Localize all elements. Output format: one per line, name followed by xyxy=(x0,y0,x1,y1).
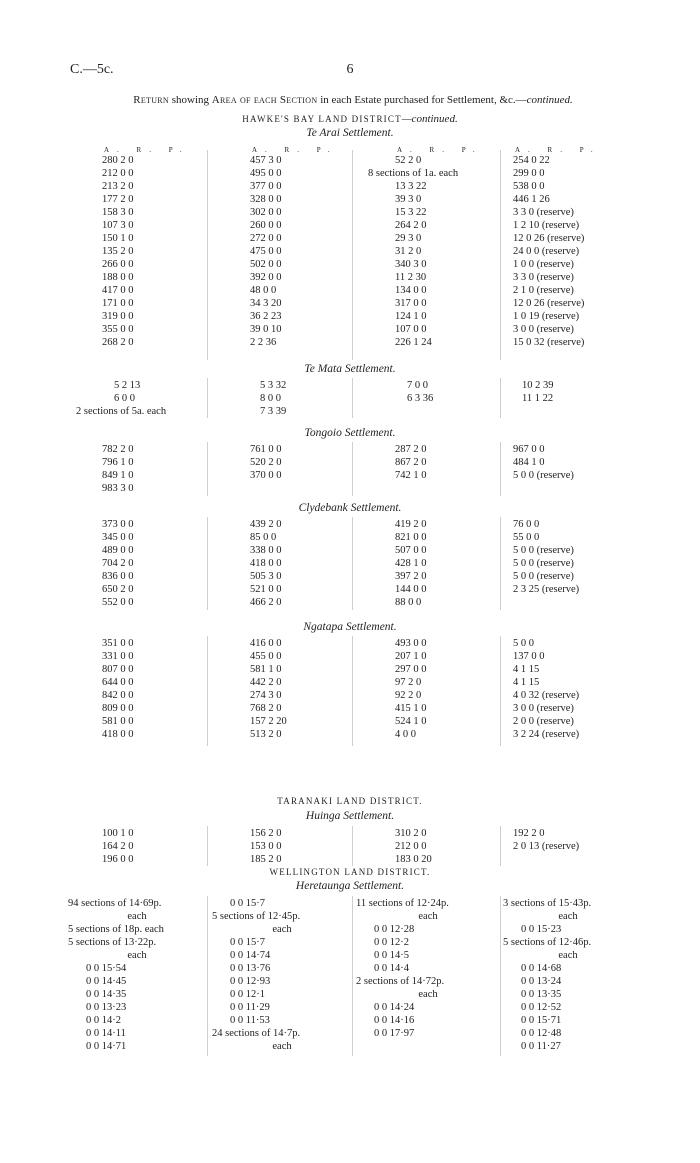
ngatapa-col3-entry: 415 1 0 xyxy=(395,703,427,714)
column-divider xyxy=(500,826,501,866)
ngatapa-col1-entry: 644 0 0 xyxy=(102,677,134,688)
heretaunga-col2-entry: 24 sections of 14·7p. xyxy=(212,1028,301,1039)
column-divider xyxy=(207,517,208,610)
te-arai-col4-entry: 12 0 26 (reserve) xyxy=(513,298,585,309)
ngatapa-col1-entry: 842 0 0 xyxy=(102,690,134,701)
tongoio-col4-entry: 5 0 0 (reserve) xyxy=(513,470,574,481)
te-mata-col1-entry: 6 0 0 xyxy=(114,393,135,404)
unit-header-col1: A. R. P. xyxy=(104,146,190,154)
clydebank-col4-entry: 5 0 0 (reserve) xyxy=(513,571,574,582)
column-divider xyxy=(352,150,353,360)
heretaunga-col4-entry: 0 0 11·27 xyxy=(521,1041,561,1052)
tongoio-col3-entry: 742 1 0 xyxy=(395,470,427,481)
heretaunga-col2-entry: 0 0 11·53 xyxy=(230,1015,270,1026)
te-arai-col2-entry: 457 3 0 xyxy=(250,155,282,166)
te-arai-col1-entry: 266 0 0 xyxy=(102,259,134,270)
tongoio-col2-entry: 761 0 0 xyxy=(250,444,282,455)
te-mata-col2-entry: 7 3 39 xyxy=(260,406,287,417)
heretaunga-col1-entry: 0 0 14·45 xyxy=(86,976,127,987)
settlement-title-te-arai: Te Arai Settlement. xyxy=(306,127,394,139)
heretaunga-col4-entry: each xyxy=(558,950,578,961)
te-arai-col1-entry: 213 2 0 xyxy=(102,181,134,192)
clydebank-col1-entry: 489 0 0 xyxy=(102,545,134,556)
header-code: C.—5c. xyxy=(70,62,114,77)
district-heading-wellington: WELLINGTON LAND DISTRICT. xyxy=(269,867,431,877)
clydebank-col3-entry: 821 0 0 xyxy=(395,532,427,543)
te-arai-col2-entry: 495 0 0 xyxy=(250,168,282,179)
column-divider xyxy=(500,150,501,360)
heretaunga-col3-entry: 0 0 12·2 xyxy=(374,937,409,948)
heretaunga-col3-entry: 0 0 17·97 xyxy=(374,1028,415,1039)
clydebank-col2-entry: 338 0 0 xyxy=(250,545,282,556)
ngatapa-col2-entry: 416 0 0 xyxy=(250,638,282,649)
te-arai-col3-entry: 226 1 24 xyxy=(395,337,432,348)
te-arai-col1-entry: 150 1 0 xyxy=(102,233,134,244)
clydebank-col3-entry: 419 2 0 xyxy=(395,519,427,530)
heretaunga-col1-entry: 0 0 14·35 xyxy=(86,989,127,1000)
column-divider xyxy=(352,442,353,496)
huinga-col3-entry: 310 2 0 xyxy=(395,828,427,839)
te-arai-col1-entry: 319 0 0 xyxy=(102,311,134,322)
heretaunga-col1-entry: 0 0 13·23 xyxy=(86,1002,127,1013)
tongoio-col3-entry: 867 2 0 xyxy=(395,457,427,468)
settlement-title-huinga: Huinga Settlement. xyxy=(305,810,395,822)
te-arai-col4-entry: 446 1 26 xyxy=(513,194,550,205)
te-arai-col3-entry: 340 3 0 xyxy=(395,259,427,270)
te-arai-col3-entry: 124 1 0 xyxy=(395,311,427,322)
te-mata-col1-entry: 2 sections of 5a. each xyxy=(76,406,167,417)
heretaunga-col2-entry: 5 sections of 12·45p. xyxy=(212,911,301,922)
huinga-col2-entry: 185 2 0 xyxy=(250,854,282,865)
ngatapa-col1-entry: 807 0 0 xyxy=(102,664,134,675)
te-mata-col4-entry: 11 1 22 xyxy=(522,393,554,404)
unit-header-col3: A. R. P. xyxy=(397,146,483,154)
huinga-col2-entry: 156 2 0 xyxy=(250,828,282,839)
document-title xyxy=(68,94,638,106)
ngatapa-col4-entry: 4 0 32 (reserve) xyxy=(513,690,580,701)
te-arai-col2-entry: 475 0 0 xyxy=(250,246,282,257)
clydebank-col2-entry: 418 0 0 xyxy=(250,558,282,569)
te-mata-col4-entry: 10 2 39 xyxy=(522,380,554,391)
te-arai-col4-entry: 2 1 0 (reserve) xyxy=(513,285,574,296)
heretaunga-col4-entry: 0 0 12·48 xyxy=(521,1028,562,1039)
clydebank-col2-entry: 505 3 0 xyxy=(250,571,282,582)
district-heading-hawkes-bay xyxy=(0,113,700,125)
clydebank-col4-entry: 55 0 0 xyxy=(513,532,540,543)
te-arai-col3-entry: 107 0 0 xyxy=(395,324,427,335)
ngatapa-col1-entry: 351 0 0 xyxy=(102,638,134,649)
heretaunga-col2-entry: 0 0 15·7 xyxy=(230,898,265,909)
clydebank-col4-entry: 5 0 0 (reserve) xyxy=(513,545,574,556)
te-arai-col1-entry: 280 2 0 xyxy=(102,155,134,166)
heretaunga-col3-entry: 11 sections of 12·24p. xyxy=(356,898,449,909)
column-divider xyxy=(352,378,353,418)
heretaunga-col4-entry: 0 0 13·35 xyxy=(521,989,562,1000)
te-mata-col3-entry: 7 0 0 xyxy=(407,380,428,391)
clydebank-col3-entry: 144 0 0 xyxy=(395,584,427,595)
hawkes-bay-district-label: HAWKE'S BAY LAND DISTRICT xyxy=(242,114,402,124)
te-arai-col3-entry: 317 0 0 xyxy=(395,298,427,309)
heretaunga-col3-entry: 0 0 14·4 xyxy=(374,963,409,974)
clydebank-col1-entry: 552 0 0 xyxy=(102,597,134,608)
clydebank-col4-entry: 76 0 0 xyxy=(513,519,540,530)
tongoio-col1-entry: 983 3 0 xyxy=(102,483,134,494)
column-divider xyxy=(207,636,208,746)
te-arai-col1-entry: 417 0 0 xyxy=(102,285,134,296)
clydebank-col4-entry: 2 3 25 (reserve) xyxy=(513,584,580,595)
heretaunga-col1-entry: 0 0 14·11 xyxy=(86,1028,126,1039)
heretaunga-col2-entry: 0 0 13·76 xyxy=(230,963,271,974)
heretaunga-col3-entry: 0 0 14·5 xyxy=(374,950,409,961)
column-divider xyxy=(207,378,208,418)
clydebank-col3-entry: 507 0 0 xyxy=(395,545,427,556)
te-mata-col2-entry: 5 3 32 xyxy=(260,380,287,391)
te-arai-col2-entry: 377 0 0 xyxy=(250,181,282,192)
heretaunga-col4-entry: 0 0 15·71 xyxy=(521,1015,562,1026)
te-arai-col3-entry: 39 3 0 xyxy=(395,194,422,205)
column-divider xyxy=(207,826,208,866)
te-arai-col2-entry: 272 0 0 xyxy=(250,233,282,244)
te-arai-col2-entry: 34 3 20 xyxy=(250,298,282,309)
ngatapa-col4-entry: 5 0 0 xyxy=(513,638,534,649)
heretaunga-col1-entry: 5 sections of 13·22p. xyxy=(68,937,157,948)
heretaunga-col1-entry: each xyxy=(127,911,147,922)
heretaunga-col4-entry: 0 0 14·68 xyxy=(521,963,562,974)
settlement-title-clydebank: Clydebank Settlement. xyxy=(298,502,402,514)
tongoio-col1-entry: 796 1 0 xyxy=(102,457,134,468)
huinga-col1-entry: 164 2 0 xyxy=(102,841,134,852)
column-divider xyxy=(500,517,501,610)
ngatapa-col2-entry: 513 2 0 xyxy=(250,729,282,740)
column-divider xyxy=(207,442,208,496)
tongoio-col2-entry: 520 2 0 xyxy=(250,457,282,468)
hawkes-bay-continued: —continued. xyxy=(401,113,458,125)
heretaunga-col1-entry: each xyxy=(127,950,147,961)
ngatapa-col4-entry: 3 2 24 (reserve) xyxy=(513,729,580,740)
heretaunga-col2-entry: 0 0 11·29 xyxy=(230,1002,270,1013)
ngatapa-col3-entry: 524 1 0 xyxy=(395,716,427,727)
te-arai-col4-entry: 3 3 0 (reserve) xyxy=(513,207,574,218)
heretaunga-col3-entry: 0 0 14·16 xyxy=(374,1015,415,1026)
ngatapa-col3-entry: 493 0 0 xyxy=(395,638,427,649)
te-arai-col4-entry: 15 0 32 (reserve) xyxy=(513,337,585,348)
district-heading-taranaki: TARANAKI LAND DISTRICT. xyxy=(277,796,423,806)
ngatapa-col2-entry: 442 2 0 xyxy=(250,677,282,688)
heretaunga-col1-entry: 0 0 15·54 xyxy=(86,963,127,974)
te-arai-col4-entry: 538 0 0 xyxy=(513,181,545,192)
te-arai-col1-entry: 158 3 0 xyxy=(102,207,134,218)
heretaunga-col2-entry: 0 0 15·7 xyxy=(230,937,265,948)
clydebank-col1-entry: 345 0 0 xyxy=(102,532,134,543)
ngatapa-col3-entry: 4 0 0 xyxy=(395,729,416,740)
te-arai-col4-entry: 299 0 0 xyxy=(513,168,545,179)
te-mata-col2-entry: 8 0 0 xyxy=(260,393,281,404)
te-arai-col1-entry: 177 2 0 xyxy=(102,194,134,205)
te-arai-col2-entry: 260 0 0 xyxy=(250,220,282,231)
ngatapa-col4-entry: 4 1 15 xyxy=(513,677,540,688)
tongoio-col3-entry: 287 2 0 xyxy=(395,444,427,455)
title-showing: showing xyxy=(171,94,210,106)
heretaunga-col4-entry: each xyxy=(558,911,578,922)
heretaunga-col4-entry: 0 0 12·52 xyxy=(521,1002,562,1013)
huinga-col4-entry: 2 0 13 (reserve) xyxy=(513,841,580,852)
te-arai-col4-entry: 1 2 10 (reserve) xyxy=(513,220,580,231)
tongoio-col1-entry: 782 2 0 xyxy=(102,444,134,455)
ngatapa-col2-entry: 581 1 0 xyxy=(250,664,282,675)
te-arai-col2-entry: 39 0 10 xyxy=(250,324,282,335)
huinga-col1-entry: 100 1 0 xyxy=(102,828,134,839)
tongoio-col4-entry: 484 1 0 xyxy=(513,457,545,468)
heretaunga-col2-entry: 0 0 12·1 xyxy=(230,989,265,1000)
te-arai-col4-entry: 3 0 0 (reserve) xyxy=(513,324,574,335)
column-divider xyxy=(500,636,501,746)
te-arai-col4-entry: 3 3 0 (reserve) xyxy=(513,272,574,283)
te-mata-col3-entry: 6 3 36 xyxy=(407,393,434,404)
clydebank-col2-entry: 439 2 0 xyxy=(250,519,282,530)
clydebank-col2-entry: 85 0 0 xyxy=(250,532,277,543)
ngatapa-col4-entry: 2 0 0 (reserve) xyxy=(513,716,574,727)
clydebank-col2-entry: 521 0 0 xyxy=(250,584,282,595)
ngatapa-col3-entry: 92 2 0 xyxy=(395,690,422,701)
ngatapa-col1-entry: 418 0 0 xyxy=(102,729,134,740)
heretaunga-col1-entry: 0 0 14·71 xyxy=(86,1041,127,1052)
huinga-col4-entry: 192 2 0 xyxy=(513,828,545,839)
te-arai-col4-entry: 1 0 0 (reserve) xyxy=(513,259,574,270)
te-arai-col3-entry: 31 2 0 xyxy=(395,246,422,257)
heretaunga-col3-entry: each xyxy=(418,911,438,922)
huinga-col2-entry: 153 0 0 xyxy=(250,841,282,852)
clydebank-col2-entry: 466 2 0 xyxy=(250,597,282,608)
te-arai-col1-entry: 355 0 0 xyxy=(102,324,134,335)
te-arai-col3-entry: 13 3 22 xyxy=(395,181,427,192)
heretaunga-col4-entry: 0 0 13·24 xyxy=(521,976,562,987)
heretaunga-col4-entry: 3 sections of 15·43p. xyxy=(503,898,592,909)
title-return-word: Return xyxy=(133,94,169,106)
ngatapa-col4-entry: 3 0 0 (reserve) xyxy=(513,703,574,714)
tongoio-col2-entry: 370 0 0 xyxy=(250,470,282,481)
unit-header-col2: A. R. P. xyxy=(252,146,338,154)
column-divider xyxy=(500,378,501,418)
te-arai-col2-entry: 502 0 0 xyxy=(250,259,282,270)
te-arai-col2-entry: 2 2 36 xyxy=(250,337,277,348)
title-continued: continued. xyxy=(526,94,573,106)
clydebank-col1-entry: 650 2 0 xyxy=(102,584,134,595)
column-divider xyxy=(500,442,501,496)
huinga-col3-entry: 212 0 0 xyxy=(395,841,427,852)
te-arai-col3-entry: 264 2 0 xyxy=(395,220,427,231)
column-divider xyxy=(352,636,353,746)
te-arai-col1-entry: 268 2 0 xyxy=(102,337,134,348)
tongoio-col4-entry: 967 0 0 xyxy=(513,444,545,455)
settlement-title-te-mata: Te Mata Settlement. xyxy=(304,363,396,375)
heretaunga-col2-entry: 0 0 12·93 xyxy=(230,976,271,987)
te-arai-col3-entry: 52 2 0 xyxy=(395,155,422,166)
te-arai-col3-entry: 8 sections of 1a. each xyxy=(368,168,459,179)
heretaunga-col3-entry: 0 0 12·28 xyxy=(374,924,415,935)
clydebank-col4-entry: 5 0 0 (reserve) xyxy=(513,558,574,569)
clydebank-col3-entry: 428 1 0 xyxy=(395,558,427,569)
column-divider xyxy=(352,517,353,610)
te-arai-col2-entry: 48 0 0 xyxy=(250,285,277,296)
te-arai-col4-entry: 24 0 0 (reserve) xyxy=(513,246,580,257)
te-arai-col3-entry: 15 3 22 xyxy=(395,207,427,218)
te-arai-col2-entry: 392 0 0 xyxy=(250,272,282,283)
heretaunga-col1-entry: 94 sections of 14·69p. xyxy=(68,898,162,909)
te-arai-col1-entry: 171 0 0 xyxy=(102,298,134,309)
title-area-phrase: Area of each Section xyxy=(211,94,318,106)
te-arai-col2-entry: 328 0 0 xyxy=(250,194,282,205)
clydebank-col3-entry: 88 0 0 xyxy=(395,597,422,608)
page-number: 6 xyxy=(346,62,354,77)
column-divider xyxy=(207,150,208,360)
unit-header-col4: A. R. P. xyxy=(515,146,601,154)
te-arai-col1-entry: 188 0 0 xyxy=(102,272,134,283)
heretaunga-col1-entry: 5 sections of 18p. each xyxy=(68,924,164,935)
heretaunga-col3-entry: 2 sections of 14·72p. xyxy=(356,976,445,987)
huinga-col1-entry: 196 0 0 xyxy=(102,854,134,865)
ngatapa-col1-entry: 331 0 0 xyxy=(102,651,134,662)
ngatapa-col2-entry: 157 2 20 xyxy=(250,716,287,727)
clydebank-col1-entry: 373 0 0 xyxy=(102,519,134,530)
clydebank-col1-entry: 836 0 0 xyxy=(102,571,134,582)
ngatapa-col4-entry: 137 0 0 xyxy=(513,651,545,662)
heretaunga-col4-entry: 5 sections of 12·46p. xyxy=(503,937,592,948)
te-arai-col4-entry: 254 0 22 xyxy=(513,155,550,166)
ngatapa-col4-entry: 4 1 15 xyxy=(513,664,540,675)
te-mata-col1-entry: 5 2 13 xyxy=(114,380,141,391)
ngatapa-col3-entry: 97 2 0 xyxy=(395,677,422,688)
heretaunga-col4-entry: 0 0 15·23 xyxy=(521,924,562,935)
heretaunga-col2-entry: 0 0 14·74 xyxy=(230,950,271,961)
heretaunga-col2-entry: each xyxy=(272,1041,292,1052)
title-middle: in each Estate purchased for Settlement, &c.— xyxy=(320,94,527,106)
ngatapa-col2-entry: 768 2 0 xyxy=(250,703,282,714)
te-arai-col3-entry: 134 0 0 xyxy=(395,285,427,296)
te-arai-col3-entry: 29 3 0 xyxy=(395,233,422,244)
te-arai-col2-entry: 302 0 0 xyxy=(250,207,282,218)
settlement-title-ngatapa: Ngatapa Settlement. xyxy=(303,621,397,633)
huinga-col3-entry: 183 0 20 xyxy=(395,854,432,865)
te-arai-col1-entry: 135 2 0 xyxy=(102,246,134,257)
te-arai-col3-entry: 11 2 30 xyxy=(395,272,427,283)
column-divider xyxy=(352,826,353,866)
te-arai-col4-entry: 12 0 26 (reserve) xyxy=(513,233,585,244)
ngatapa-col3-entry: 207 1 0 xyxy=(395,651,427,662)
ngatapa-col2-entry: 455 0 0 xyxy=(250,651,282,662)
ngatapa-col1-entry: 581 0 0 xyxy=(102,716,134,727)
settlement-title-heretaunga: Heretaunga Settlement. xyxy=(295,880,405,892)
heretaunga-col3-entry: each xyxy=(418,989,438,1000)
tongoio-col1-entry: 849 1 0 xyxy=(102,470,134,481)
clydebank-col3-entry: 397 2 0 xyxy=(395,571,427,582)
heretaunga-col2-entry: each xyxy=(272,924,292,935)
settlement-title-tongoio: Tongoio Settlement. xyxy=(304,427,396,439)
ngatapa-col2-entry: 274 3 0 xyxy=(250,690,282,701)
ngatapa-col3-entry: 297 0 0 xyxy=(395,664,427,675)
te-arai-col2-entry: 36 2 23 xyxy=(250,311,282,322)
heretaunga-col3-entry: 0 0 14·24 xyxy=(374,1002,415,1013)
heretaunga-col1-entry: 0 0 14·2 xyxy=(86,1015,121,1026)
te-arai-col4-entry: 1 0 19 (reserve) xyxy=(513,311,580,322)
clydebank-col1-entry: 704 2 0 xyxy=(102,558,134,569)
ngatapa-col1-entry: 809 0 0 xyxy=(102,703,134,714)
te-arai-col1-entry: 212 0 0 xyxy=(102,168,134,179)
te-arai-col1-entry: 107 3 0 xyxy=(102,220,134,231)
